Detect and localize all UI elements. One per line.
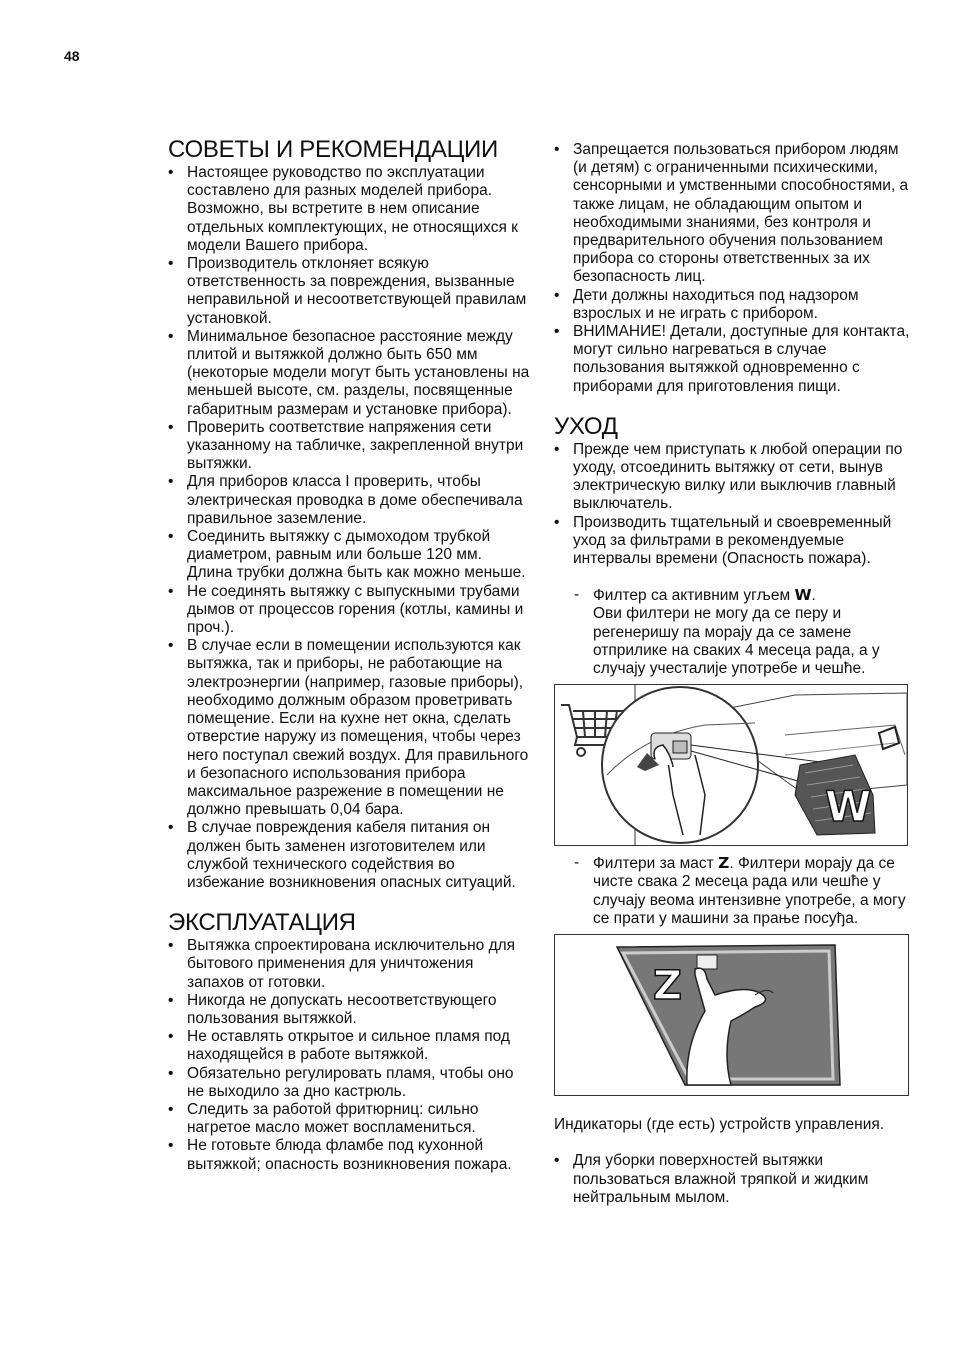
list-item: • Производитель отклоняет всякую ответственность за повреждения, вызванные неправильной и несоответствующей правилам установкой. (168, 255, 530, 328)
tips-list (168, 164, 530, 892)
left-column (168, 136, 530, 1174)
care-list (554, 441, 912, 568)
right-column (554, 141, 912, 1207)
list-item: • Минимальное безопасное расстояние между плитой и вытяжкой должно быть 650 мм (некоторые модели могут быть установлены на меньшей высоте, см. разделы, посвященные габаритным размерам и установке прибора). (168, 328, 530, 419)
cleaning-list (554, 1152, 912, 1207)
grease-filter-text: . Филтери морају да се чисте свака 2 месеца рада или чешће у случају веома интензивне употребе, а могу се прати у машини за прање посуђа. (593, 855, 906, 927)
list-item: • Следить за работой фритюрниц: сильно нагретое масло может воспламениться. (168, 1101, 530, 1137)
grease-filter-note (554, 854, 912, 928)
z-marker: Z (718, 854, 730, 873)
list-item: • Не соединять вытяжку с выпускными трубами дымов от процессов горения (котлы, камины и проч.). (168, 583, 530, 638)
grease-filter-illustration (555, 935, 908, 1095)
charcoal-filter-note (554, 586, 912, 678)
charcoal-filter-label: Филтер са активним угљем (593, 587, 791, 605)
indicators-note: Индикаторы (где есть) устройств управления. (554, 1116, 885, 1134)
list-item: • Прежде чем приступать к любой операции по уходу, отсоединить вытяжку от сети, вынув электрическую вилку или выключив главный выключатель. (554, 441, 912, 514)
charcoal-filter-illustration (555, 685, 907, 845)
list-item: • Проверить соответствие напряжения сети указанному на табличке, закрепленной внутри вытяжки. (168, 419, 530, 474)
list-item: • В случае повреждения кабеля питания он должен быть заменен изготовителем или службой технического содействия во избежание возникновения опасных ситуаций. (168, 819, 530, 892)
list-item: • Настоящее руководство по эксплуатации составлено для разных моделей прибора. Возможно, вы встретите в нем описание отдельных комплектующих, не относящихся к модели Вашего прибора. (168, 164, 530, 255)
page-number: 48 (64, 48, 80, 64)
list-item: • Никогда не допускать несоответствующего пользования вытяжкой. (168, 992, 530, 1028)
filter-letter-w: W (825, 782, 872, 832)
grease-filter-figure (554, 934, 909, 1096)
operation-list (168, 937, 530, 1174)
list-item: • Дети должны находиться под надзором взрослых и не играть с прибором. (554, 287, 912, 323)
list-item: • Не готовьте блюда фламбе под кухонной вытяжкой; опасность возникновения пожара. (168, 1137, 530, 1173)
list-item: • Вытяжка спроектирована исключительно для бытового применения для уничтожения запахов от готовки. (168, 937, 530, 992)
grease-filter-label: Филтери за маст (593, 855, 714, 873)
section-title-care: УХОД (554, 412, 618, 440)
list-item: • Обязательно регулировать пламя, чтобы оно не выходило за дно кастрюль. (168, 1065, 530, 1101)
section-title-operation: ЭКСПЛУАТАЦИЯ (168, 909, 356, 937)
list-item: • ВНИМАНИЕ! Детали, доступные для контакта, могут сильно нагреваться в случае пользования вытяжкой одновременно с приборами для приготовления пищи. (554, 323, 912, 396)
list-item: • Запрещается пользоваться прибором людям (и детям) с ограниченными психическими, сенсорными и умственными способностями, а также лицам, не обладающим опытом и необходимыми знаниями, без контроля и предварительного обучения пользованием прибора со стороны ответственных за их безопасность лиц. (554, 141, 912, 287)
safety-list (554, 141, 912, 396)
filter-letter-z: Z (653, 963, 683, 1010)
list-item: • Для приборов класса I проверить, чтобы электрическая проводка в доме обеспечивала правильное заземление. (168, 473, 530, 528)
list-item: • Для уборки поверхностей вытяжки пользоваться влажной тряпкой и жидким нейтральным мылом. (554, 1152, 912, 1207)
charcoal-filter-text: . Ови филтери не могу да се перу и регенеришу па морају да се замене отприлике на сваких 4 месеца рада, а у случају учесталије употребе и чешће. (593, 587, 880, 678)
list-item: • В случае если в помещении используются как вытяжка, так и приборы, не работающие на электроэнергии (например, газовые приборы), необходимо должным образом проветривать помещение. Если на кухне нет окна, сделать отверстие наружу из помещения, чтобы через него поступал свежий воздух. Для правильного и безопасного использования прибора максимальное разрежение в помещении не должно превышать 0,04 бара. (168, 637, 530, 819)
section-title-tips: СОВЕТЫ И РЕКОМЕНДАЦИИ (168, 136, 498, 163)
list-item: • Производить тщательный и своевременный уход за фильтрами в рекомендуемые интервалы времени (Опасность пожара). (554, 514, 912, 569)
list-item: • Не оставлять открытое и сильное пламя под находящейся в работе вытяжкой. (168, 1028, 530, 1064)
charcoal-filter-figure (554, 684, 908, 846)
w-marker: W (794, 586, 812, 605)
list-item: • Соединить вытяжку с дымоходом трубкой диаметром, равным или больше 120 мм. Длина трубки должна быть как можно меньше. (168, 528, 530, 583)
